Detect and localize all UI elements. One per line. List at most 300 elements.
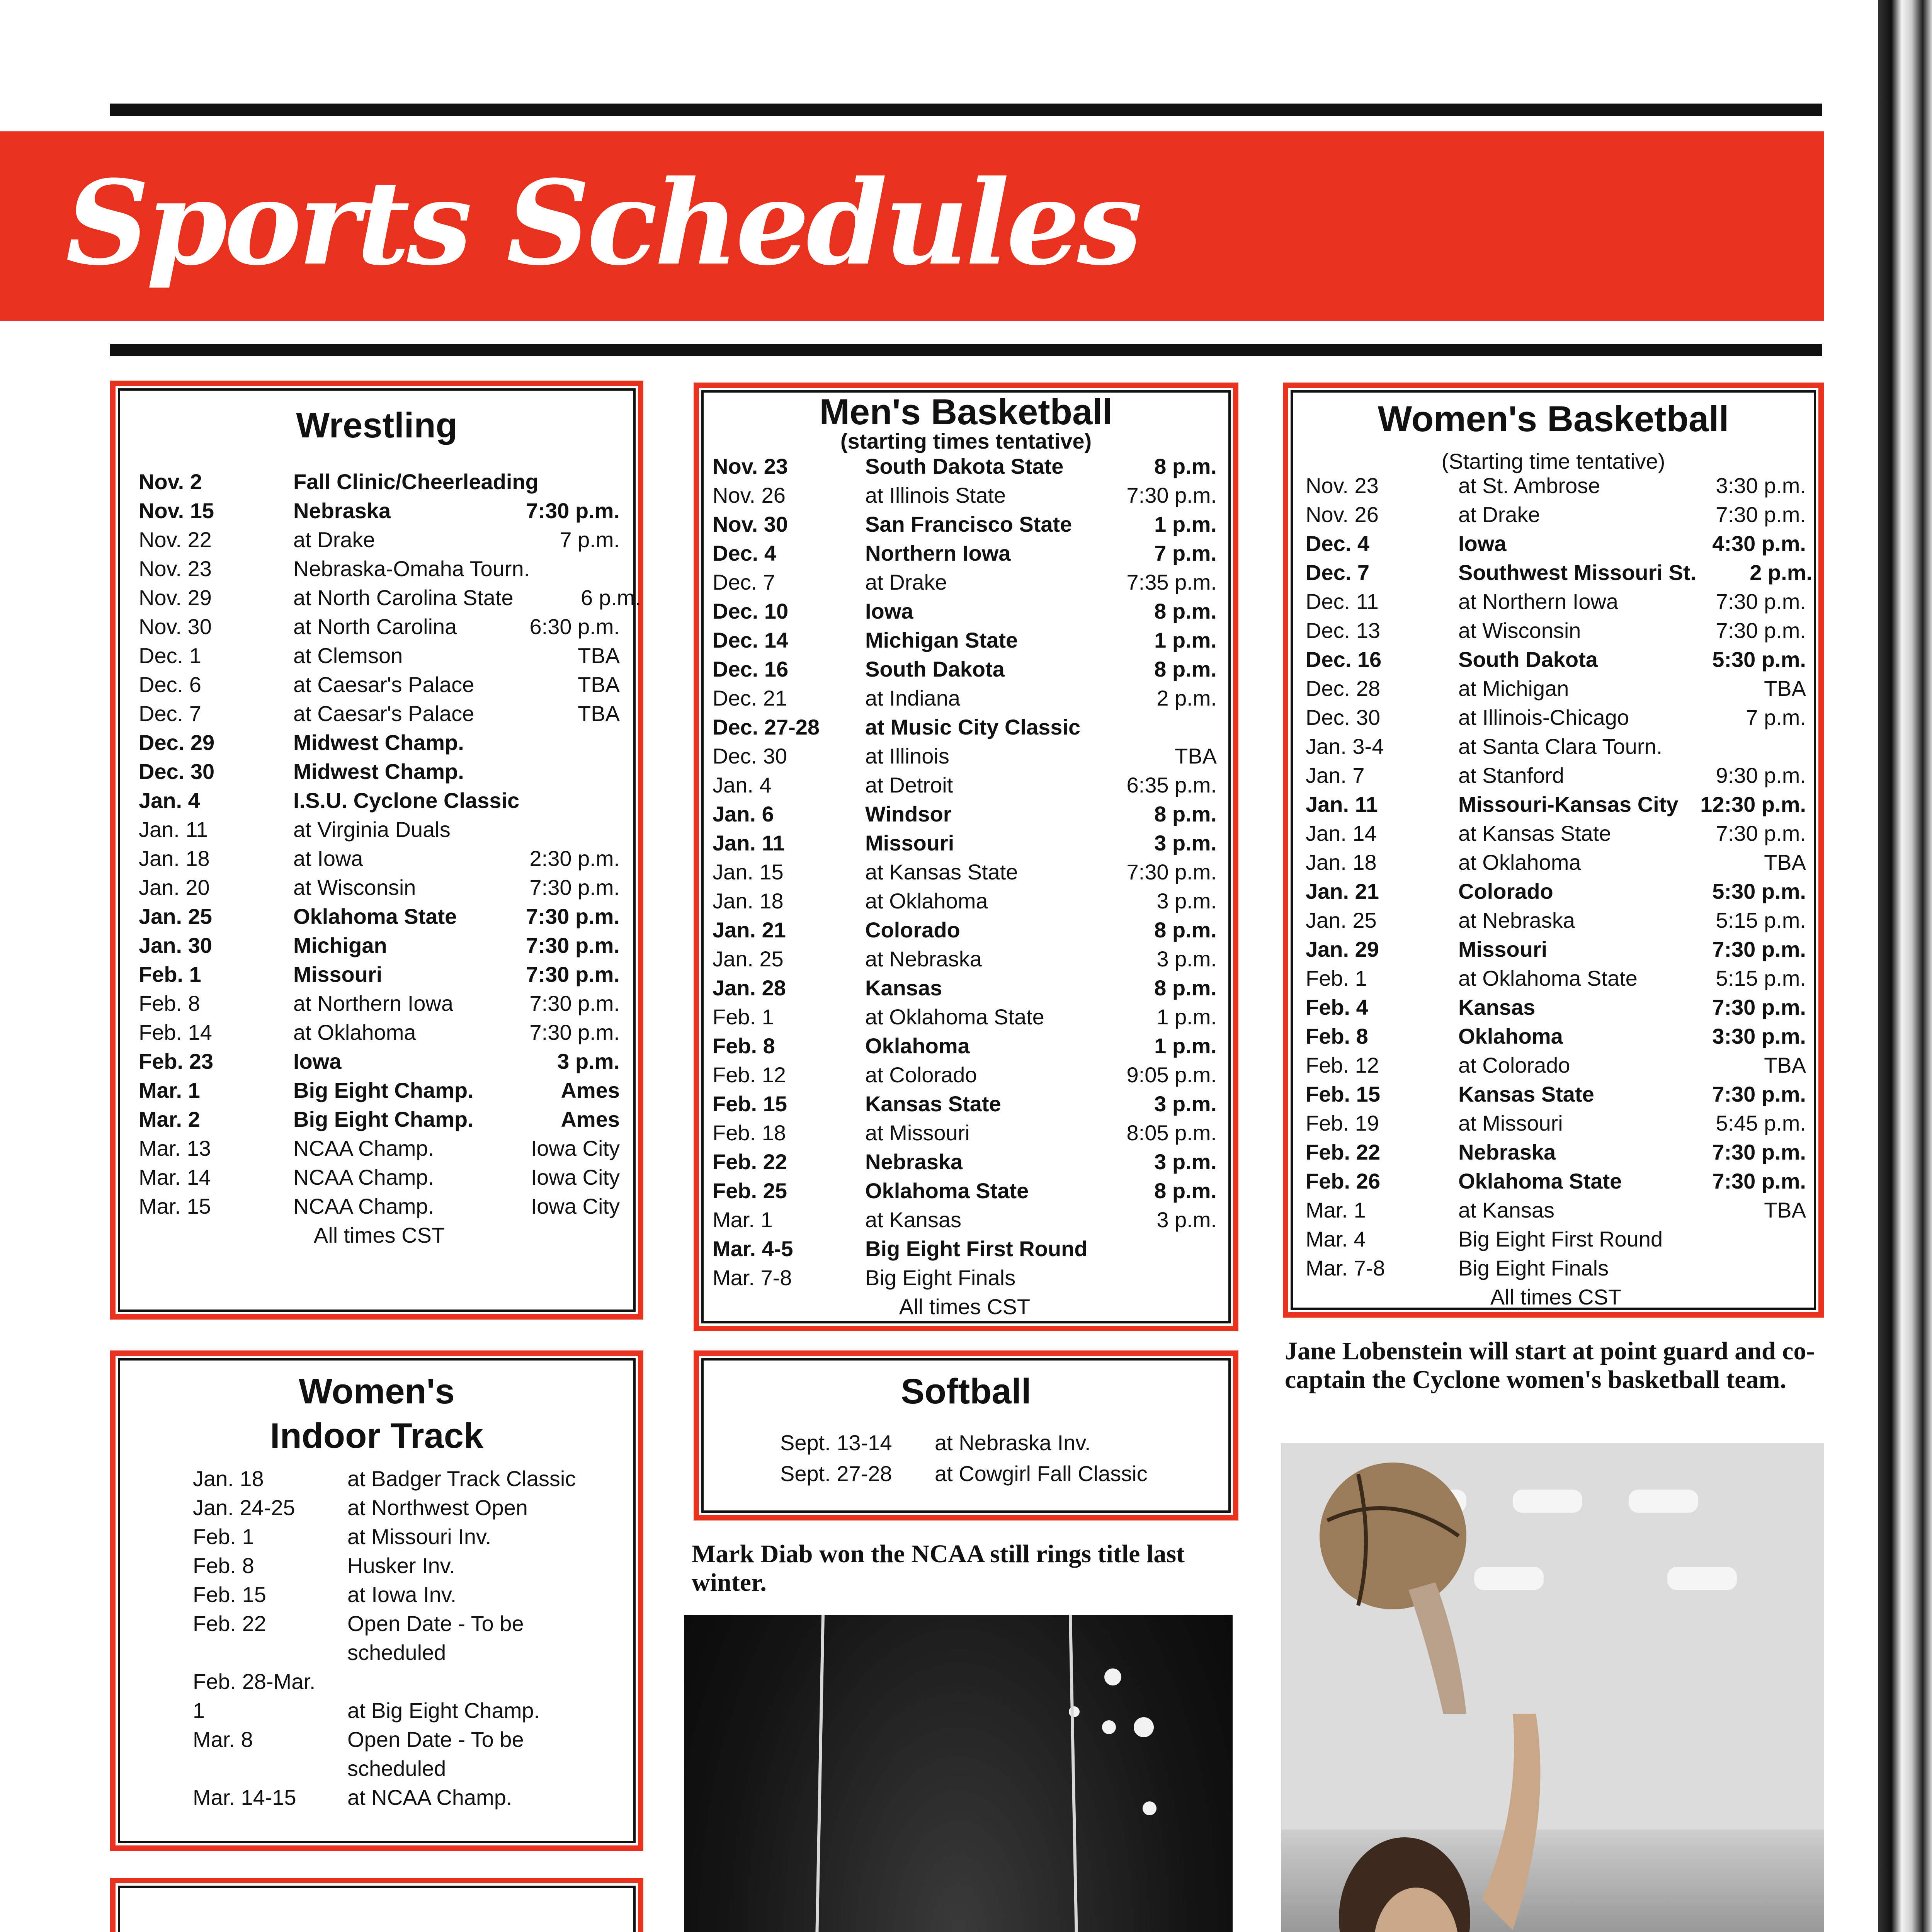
schedule-date: Dec. 27-28 — [713, 715, 820, 739]
schedule-date: Jan. 4 — [713, 773, 772, 797]
schedule-row — [713, 452, 1217, 481]
schedule-date: Feb. 8 — [713, 1034, 775, 1058]
schedule-row — [1306, 1167, 1806, 1196]
schedule-date: Mar. 1 — [1306, 1198, 1366, 1222]
schedule-date: Nov. 26 — [713, 483, 786, 507]
schedule-time: 7:35 p.m. — [1126, 570, 1217, 594]
schedule-opponent: Kansas — [865, 976, 942, 1000]
schedule-date: Nov. 30 — [713, 512, 788, 536]
schedule-time: 1 p.m. — [1156, 1005, 1217, 1029]
schedule-opponent: NCAA Champ. — [293, 1165, 434, 1189]
schedule-opponent: Nebraska — [1458, 1140, 1556, 1164]
schedule-date: Jan. 28 — [713, 976, 786, 1000]
schedule-date: Feb. 22 — [713, 1150, 787, 1174]
schedule-time: Iowa City — [531, 1194, 620, 1218]
schedule-date: Jan. 11 — [713, 831, 785, 855]
schedule-date: Jan. 4 — [139, 788, 200, 813]
schedule-opponent: Midwest Champ. — [293, 730, 464, 755]
schedule-date: Jan. 25 — [1306, 908, 1377, 932]
schedule-date: Mar. 15 — [139, 1194, 211, 1218]
schedule-row — [193, 1725, 579, 1754]
schedule-date: Jan. 25 — [713, 947, 784, 971]
schedule-opponent: Open Date - To be — [347, 1611, 524, 1636]
schedule-opponent: Husker Inv. — [347, 1553, 456, 1578]
schedule-row — [713, 510, 1217, 539]
schedule-date: Jan. 6 — [713, 802, 774, 826]
schedule-date: Feb. 8 — [1306, 1024, 1368, 1048]
schedule-row — [713, 539, 1217, 568]
schedule-row — [139, 931, 620, 960]
schedule-row — [713, 1002, 1217, 1031]
mens-indoor-track-box — [110, 1878, 643, 1932]
schedule-row — [139, 1192, 620, 1221]
schedule-row — [139, 844, 620, 873]
schedule-date: Mar. 14-15 — [193, 1785, 296, 1810]
schedule-time: 3:30 p.m. — [1716, 473, 1806, 498]
schedule-time: 5:30 p.m. — [1712, 879, 1806, 903]
schedule-date: Jan. 11 — [139, 817, 208, 842]
schedule-time: 7:30 p.m. — [526, 904, 620, 929]
schedule-time: 7:30 p.m. — [529, 991, 620, 1015]
schedule-opponent: at Northern Iowa — [1458, 589, 1618, 614]
schedule-date: Dec. 1 — [139, 643, 201, 668]
schedule-date: Feb. 12 — [713, 1063, 786, 1087]
schedule-row — [139, 670, 620, 699]
schedule-row — [139, 612, 620, 641]
schedule-opponent: at Colorado — [1458, 1053, 1570, 1077]
schedule-time: 7:30 p.m. — [526, 962, 620, 986]
schedule-opponent: at Oklahoma — [865, 889, 988, 913]
schedule-date: Mar. 1 — [139, 1078, 200, 1102]
schedule-opponent: at St. Ambrose — [1458, 473, 1600, 498]
schedule-opponent: Iowa — [293, 1049, 342, 1073]
banner-bottom-rule — [110, 344, 1822, 356]
schedule-date: Feb. 19 — [1306, 1111, 1379, 1135]
schedule-opponent: Nebraska — [293, 498, 391, 523]
schedule-date: Dec. 6 — [139, 672, 201, 697]
schedule-opponent: at Oklahoma — [293, 1020, 416, 1044]
schedule-opponent: South Dakota State — [865, 454, 1064, 478]
schedule-time — [1690, 1225, 1806, 1253]
schedule-time: 5:45 p.m. — [1716, 1111, 1806, 1135]
schedule-footnote: All times CST — [1490, 1285, 1622, 1309]
schedule-date: Dec. 14 — [713, 628, 789, 652]
schedule-opponent: South Dakota — [865, 657, 1005, 681]
schedule-date: Nov. 23 — [713, 454, 788, 478]
schedule-row — [139, 873, 620, 902]
schedule-opponent: Big Eight First Round — [865, 1236, 1088, 1261]
schedule-time — [530, 554, 657, 583]
schedule-row — [1306, 1138, 1806, 1167]
schedule-opponent: at Virginia Duals — [293, 817, 451, 842]
schedule-row — [1306, 790, 1806, 819]
schedule-opponent: Big Eight Champ. — [293, 1107, 474, 1131]
wrestling-title: Wrestling — [296, 406, 457, 445]
schedule-row — [139, 496, 620, 525]
schedule-row — [139, 989, 620, 1018]
schedule-opponent: Oklahoma — [1458, 1024, 1563, 1048]
schedule-row — [713, 1176, 1217, 1205]
schedule-row — [139, 467, 620, 496]
schedule-time — [492, 757, 620, 786]
schedule-date: Dec. 4 — [1306, 531, 1369, 556]
gymnast-photo — [684, 1615, 1233, 1932]
schedule-date: Mar. 7-8 — [713, 1265, 792, 1290]
schedule-time: 7:30 p.m. — [529, 1020, 620, 1044]
schedule-row — [193, 1696, 579, 1725]
schedule-date: Mar. 1 — [713, 1208, 773, 1232]
schedule-time: 7:30 p.m. — [526, 933, 620, 957]
schedule-time: 7:30 p.m. — [1712, 1082, 1806, 1106]
top-rule — [110, 104, 1822, 116]
schedule-opponent: at Oklahoma — [1458, 850, 1581, 874]
schedule-row — [713, 626, 1217, 655]
schedule-row — [193, 1551, 579, 1580]
schedule-time — [1101, 713, 1217, 742]
schedule-opponent: Big Eight Champ. — [293, 1078, 474, 1102]
schedule-date: Dec. 28 — [1306, 676, 1380, 701]
schedule-row — [139, 699, 620, 728]
schedule-opponent: at Missouri — [865, 1121, 970, 1145]
schedule-time: 1 p.m. — [1154, 628, 1217, 652]
schedule-date: Dec. 4 — [713, 541, 776, 565]
schedule-opponent: at Illinois-Chicago — [1458, 705, 1629, 730]
schedule-time: 2 p.m. — [1750, 560, 1813, 585]
schedule-time: 7:30 p.m. — [1712, 995, 1806, 1019]
schedule-date: Feb. 25 — [713, 1179, 787, 1203]
schedule-time — [1101, 1263, 1217, 1292]
schedule-date: Feb. 4 — [1306, 995, 1368, 1019]
schedule-row — [1306, 761, 1806, 790]
schedule-date: Dec. 30 — [139, 759, 215, 784]
schedule-row — [1306, 558, 1813, 587]
wrestling-box — [110, 381, 643, 1320]
schedule-opponent: at Stanford — [1458, 763, 1564, 787]
schedule-opponent: Northern Iowa — [865, 541, 1011, 565]
schedule-time: 8 p.m. — [1154, 454, 1217, 478]
schedule-row — [713, 1118, 1217, 1147]
schedule-row — [1306, 935, 1806, 964]
schedule-date: Nov. 2 — [139, 469, 202, 494]
schedule-opponent: at Missouri — [1458, 1111, 1563, 1135]
schedule-row — [139, 1163, 620, 1192]
schedule-opponent: Missouri — [293, 962, 383, 986]
wrestling-schedule — [139, 467, 641, 1250]
schedule-row — [713, 1263, 1217, 1292]
schedule-opponent: NCAA Champ. — [293, 1194, 434, 1218]
schedule-opponent: Oklahoma State — [1458, 1169, 1622, 1193]
schedule-date: Mar. 14 — [139, 1165, 211, 1189]
schedule-time: 8 p.m. — [1154, 599, 1217, 623]
schedule-time: 6:30 p.m. — [529, 614, 620, 639]
schedule-date: Feb. 15 — [1306, 1082, 1380, 1106]
schedule-date: Jan. 25 — [139, 904, 212, 929]
schedule-row — [1306, 964, 1806, 993]
schedule-time: 7 p.m. — [1154, 541, 1217, 565]
schedule-row — [1306, 645, 1806, 674]
schedule-opponent: at Wisconsin — [293, 875, 416, 900]
schedule-date: Dec. 13 — [1306, 618, 1380, 643]
schedule-row — [193, 1493, 579, 1522]
schedule-opponent: Windsor — [865, 802, 952, 826]
schedule-opponent: Missouri — [1458, 937, 1548, 961]
schedule-opponent: Colorado — [865, 918, 960, 942]
schedule-footnote: All times CST — [313, 1223, 445, 1247]
schedule-opponent: Big Eight First Round — [1458, 1227, 1663, 1251]
womens-indoor-track-box — [110, 1350, 643, 1851]
womens-indoor-track-schedule — [193, 1464, 579, 1812]
schedule-date: Nov. 22 — [139, 527, 212, 552]
schedule-time: 3 p.m. — [1156, 947, 1217, 971]
schedule-time: 8 p.m. — [1154, 1179, 1217, 1203]
schedule-opponent: Nebraska-Omaha Tourn. — [293, 556, 530, 581]
schedule-row — [713, 799, 1217, 828]
schedule-row — [1306, 906, 1806, 935]
schedule-time: 8 p.m. — [1154, 802, 1217, 826]
schedule-row — [193, 1522, 579, 1551]
schedule-date: Feb. 23 — [139, 1049, 213, 1073]
schedule-row — [713, 1031, 1217, 1060]
schedule-time: Ames — [561, 1107, 620, 1131]
schedule-time: 9:05 p.m. — [1126, 1063, 1217, 1087]
schedule-row — [780, 1458, 1167, 1489]
schedule-opponent: at North Carolina — [293, 614, 457, 639]
page-title: Sports Schedules — [66, 155, 1139, 291]
schedule-date: Feb. 1 — [139, 962, 201, 986]
schedule-opponent: Colorado — [1458, 879, 1553, 903]
schedule-date: Feb. 26 — [1306, 1169, 1380, 1193]
schedule-time: 7:30 p.m. — [1712, 1140, 1806, 1164]
schedule-row — [1306, 616, 1806, 645]
schedule-time: 7 p.m. — [1746, 705, 1806, 730]
schedule-row — [139, 960, 620, 989]
schedule-date: Dec. 30 — [713, 744, 787, 768]
schedule-time: TBA — [1764, 1053, 1806, 1077]
softball-box — [694, 1350, 1238, 1520]
schedule-opponent: I.S.U. Cyclone Classic — [293, 788, 520, 813]
schedule-date: Sept. 13-14 — [780, 1430, 892, 1455]
schedule-date: Jan. 18 — [713, 889, 784, 913]
schedule-row — [139, 728, 620, 757]
schedule-time: 8 p.m. — [1154, 918, 1217, 942]
schedule-date: Dec. 11 — [1306, 589, 1379, 614]
schedule-time: 8 p.m. — [1154, 976, 1217, 1000]
schedule-date: Mar. 4-5 — [713, 1236, 793, 1261]
schedule-row — [713, 886, 1217, 915]
schedule-row — [1306, 587, 1806, 616]
schedule-date: Dec. 16 — [713, 657, 789, 681]
schedule-time: TBA — [578, 643, 620, 668]
schedule-opponent: Midwest Champ. — [293, 759, 464, 784]
schedule-row — [713, 597, 1217, 626]
womens-indoor-track-title-line2: Indoor Track — [270, 1416, 484, 1456]
schedule-time: 2 p.m. — [1156, 686, 1217, 710]
schedule-opponent: Kansas — [1458, 995, 1536, 1019]
schedule-opponent: Southwest Missouri St. — [1458, 560, 1697, 585]
schedule-date: Feb. 1 — [1306, 966, 1367, 990]
schedule-time: 7:30 p.m. — [1126, 483, 1217, 507]
schedule-row — [1306, 732, 1806, 761]
schedule-row — [1306, 674, 1806, 703]
schedule-opponent: at Clemson — [293, 643, 403, 668]
womens-indoor-track-title-line1: Women's — [299, 1372, 455, 1411]
schedule-row — [1306, 1051, 1806, 1080]
softball-title: Softball — [901, 1372, 1031, 1411]
schedule-date: Feb. 22 — [193, 1611, 266, 1636]
schedule-time: 7:30 p.m. — [1716, 618, 1806, 643]
schedule-date: Dec. 7 — [1306, 560, 1369, 585]
schedule-opponent: Kansas State — [865, 1092, 1001, 1116]
schedule-row — [780, 1427, 1167, 1458]
schedule-opponent: at Colorado — [865, 1063, 977, 1087]
schedule-date: Dec. 29 — [139, 730, 215, 755]
schedule-row — [139, 902, 620, 931]
schedule-time: 8 p.m. — [1154, 657, 1217, 681]
schedule-opponent: Missouri — [865, 831, 954, 855]
schedule-date: Dec. 7 — [713, 570, 775, 594]
schedule-time: 3 p.m. — [1154, 831, 1217, 855]
schedule-time: 1 p.m. — [1154, 1034, 1217, 1058]
schedule-date: Feb. 18 — [713, 1121, 786, 1145]
schedule-opponent: Michigan — [293, 933, 387, 957]
schedule-date: Mar. 13 — [139, 1136, 211, 1160]
schedule-time: 3 p.m. — [1154, 1150, 1217, 1174]
schedule-date: Feb. 15 — [713, 1092, 787, 1116]
schedule-date — [193, 1754, 347, 1783]
schedule-opponent: at Drake — [865, 570, 947, 594]
softball-schedule — [780, 1427, 1167, 1489]
schedule-time: 3 p.m. — [1154, 1092, 1217, 1116]
schedule-opponent: Nebraska — [865, 1150, 963, 1174]
schedule-opponent: at Santa Clara Tourn. — [1458, 734, 1663, 759]
schedule-time: 3 p.m. — [1156, 889, 1217, 913]
schedule-row — [1306, 1109, 1806, 1138]
schedule-opponent: at Iowa — [293, 846, 363, 871]
schedule-row — [713, 915, 1217, 944]
schedule-time — [519, 786, 647, 815]
schedule-row — [1306, 529, 1806, 558]
schedule-opponent: at Caesar's Palace — [293, 672, 474, 697]
schedule-row — [713, 944, 1217, 973]
schedule-row — [139, 641, 620, 670]
womens-basketball-subtitle: (Starting time tentative) — [1441, 449, 1665, 473]
schedule-date: Dec. 30 — [1306, 705, 1380, 730]
schedule-opponent: Oklahoma State — [865, 1179, 1029, 1203]
schedule-time: 3 p.m. — [557, 1049, 620, 1073]
schedule-time: TBA — [1764, 850, 1806, 874]
schedule-row — [139, 1105, 620, 1134]
schedule-date: Jan. 29 — [1306, 937, 1379, 961]
schedule-date: Jan. 18 — [193, 1466, 264, 1491]
schedule-date — [193, 1638, 347, 1667]
schedule-time — [492, 728, 620, 757]
schedule-time: TBA — [578, 672, 620, 697]
schedule-time — [492, 815, 620, 844]
schedule-row — [1306, 848, 1806, 877]
schedule-footnote: All times CST — [899, 1294, 1031, 1319]
schedule-row — [139, 1076, 620, 1105]
schedule-time: 6:35 p.m. — [1126, 773, 1217, 797]
schedule-opponent: at Cowgirl Fall Classic — [935, 1461, 1148, 1486]
schedule-date: Feb. 8 — [193, 1553, 254, 1578]
schedule-row — [713, 1205, 1217, 1234]
schedule-date: Jan. 24-25 — [193, 1495, 295, 1520]
schedule-opponent — [347, 1667, 579, 1696]
schedule-time: TBA — [1175, 744, 1217, 768]
schedule-opponent: at Caesar's Palace — [293, 701, 474, 726]
schedule-time: 8:05 p.m. — [1126, 1121, 1217, 1145]
schedule-time: 3 p.m. — [1156, 1208, 1217, 1232]
mens-indoor-track-title-line1 — [116, 1926, 638, 1932]
schedule-time: 7:30 p.m. — [1126, 860, 1217, 884]
schedule-opponent: Open Date - To be — [347, 1727, 524, 1752]
schedule-date: Nov. 15 — [139, 498, 214, 523]
title-banner — [0, 131, 1824, 321]
schedule-opponent: at Iowa Inv. — [347, 1582, 457, 1607]
schedule-opponent: Missouri-Kansas City — [1458, 792, 1679, 816]
schedule-opponent: at Big Eight Champ. — [347, 1698, 540, 1723]
schedule-row — [193, 1754, 579, 1783]
schedule-date: Jan. 18 — [139, 846, 210, 871]
schedule-row — [193, 1667, 579, 1696]
schedule-time: 7:30 p.m. — [1712, 937, 1806, 961]
schedule-opponent: at Oklahoma State — [1458, 966, 1638, 990]
schedule-opponent: Michigan State — [865, 628, 1018, 652]
schedule-opponent: at Illinois State — [865, 483, 1006, 507]
schedule-date: Feb. 12 — [1306, 1053, 1379, 1077]
schedule-time: TBA — [578, 701, 620, 726]
schedule-opponent: at Kansas State — [1458, 821, 1611, 845]
schedule-time: 7:30 p.m. — [526, 498, 620, 523]
schedule-row — [139, 757, 620, 786]
schedule-date: 1 — [193, 1698, 205, 1723]
schedule-date: Jan. 3-4 — [1306, 734, 1384, 759]
schedule-row — [193, 1638, 579, 1667]
schedule-row — [1306, 1080, 1806, 1109]
schedule-opponent: at Badger Track Classic — [347, 1466, 576, 1491]
schedule-opponent: Big Eight Finals — [865, 1265, 1016, 1290]
schedule-row — [193, 1609, 579, 1638]
schedule-opponent: Iowa — [865, 599, 913, 623]
schedule-date: Feb. 15 — [193, 1582, 266, 1607]
schedule-row — [713, 1089, 1217, 1118]
schedule-date: Nov. 23 — [139, 556, 212, 581]
womens-basketball-title: Women's Basketball — [1378, 398, 1729, 439]
schedule-date: Jan. 11 — [1306, 792, 1378, 816]
schedule-date: Dec. 21 — [713, 686, 787, 710]
schedule-row — [713, 828, 1217, 857]
page-binding-edge — [1878, 0, 1932, 1932]
schedule-date: Jan. 15 — [713, 860, 784, 884]
schedule-row — [1306, 1253, 1806, 1282]
schedule-date: Dec. 10 — [713, 599, 789, 623]
schedule-time: 7:30 p.m. — [1712, 1169, 1806, 1193]
schedule-time: 5:15 p.m. — [1716, 908, 1806, 932]
schedule-row — [1306, 703, 1806, 732]
schedule-row — [139, 583, 641, 612]
schedule-time: Ames — [561, 1078, 620, 1102]
schedule-opponent: at Nebraska Inv. — [935, 1430, 1091, 1455]
schedule-opponent: at Nebraska — [865, 947, 982, 971]
schedule-date: Jan. 7 — [1306, 763, 1365, 787]
schedule-opponent: San Francisco State — [865, 512, 1072, 536]
schedule-time: 7:30 p.m. — [1716, 821, 1806, 845]
schedule-row — [193, 1464, 579, 1493]
schedule-opponent: at NCAA Champ. — [347, 1785, 512, 1810]
schedule-date: Jan. 21 — [713, 918, 786, 942]
schedule-date: Jan. 20 — [139, 875, 210, 900]
schedule-row — [713, 655, 1217, 684]
